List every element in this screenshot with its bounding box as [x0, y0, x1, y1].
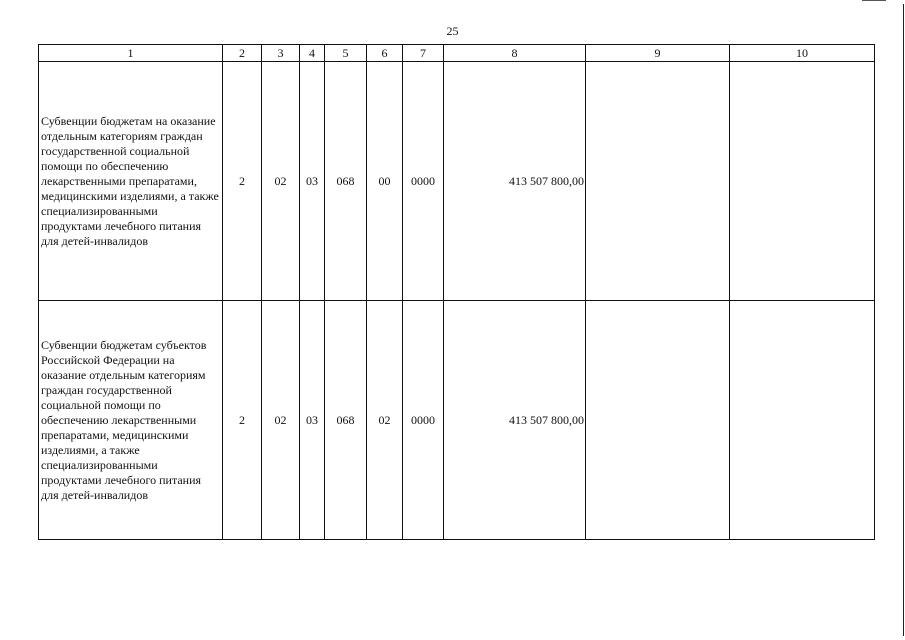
- row-cell-col3: 02: [262, 301, 300, 540]
- header-cell-4: 4: [300, 45, 325, 62]
- header-cell-2: 2: [223, 45, 262, 62]
- row-cell-col3: 02: [262, 62, 300, 301]
- row-name-cell: Субвенции бюджетам субъектов Российской Федерации на оказание отдельным категориям граждан государственной социальной помощи по обеспечению лекарственными препаратами, медицинскими изделиями, а также специализированными продуктами лечебного питания для детей-инвалидов: [39, 301, 223, 540]
- row-cell-col4: 03: [300, 301, 325, 540]
- row-cell-col7: 0000: [403, 62, 444, 301]
- row-cell-col5: 068: [325, 301, 367, 540]
- header-cell-5: 5: [325, 45, 367, 62]
- row-name-cell: Субвенции бюджетам на оказание отдельным категориям граждан государственной социальной помощи по обеспечению лекарственными препаратами, медицинскими изделиями, а также специализированными продуктами лечебного питания для детей-инвалидов: [39, 62, 223, 301]
- row-cell-col6: 00: [367, 62, 403, 301]
- row-cell-col2: 2: [223, 301, 262, 540]
- row-cell-col4: 03: [300, 62, 325, 301]
- header-cell-1: 1: [39, 45, 223, 62]
- table-header-row: [39, 45, 875, 62]
- row-cell-col7: 0000: [403, 301, 444, 540]
- row-cell-col10: [730, 62, 875, 301]
- row-cell-col5: 068: [325, 62, 367, 301]
- row-cell-col6: 02: [367, 301, 403, 540]
- header-cell-10: 10: [730, 45, 875, 62]
- header-cell-3: 3: [262, 45, 300, 62]
- row-cell-col9: [586, 301, 730, 540]
- page-number: 25: [446, 24, 459, 38]
- table-row: [39, 301, 875, 540]
- header-cell-7: 7: [403, 45, 444, 62]
- scan-corner-mark: [862, 0, 886, 1]
- header-cell-6: 6: [367, 45, 403, 62]
- page-edge-rule: [903, 4, 904, 636]
- row-amount-cell: 413 507 800,00: [444, 62, 586, 301]
- row-cell-col9: [586, 62, 730, 301]
- header-cell-8: 8: [444, 45, 586, 62]
- row-amount-cell: 413 507 800,00: [444, 301, 586, 540]
- row-cell-col10: [730, 301, 875, 540]
- table-row: [39, 62, 875, 301]
- header-cell-9: 9: [586, 45, 730, 62]
- budget-table: [38, 44, 875, 540]
- row-cell-col2: 2: [223, 62, 262, 301]
